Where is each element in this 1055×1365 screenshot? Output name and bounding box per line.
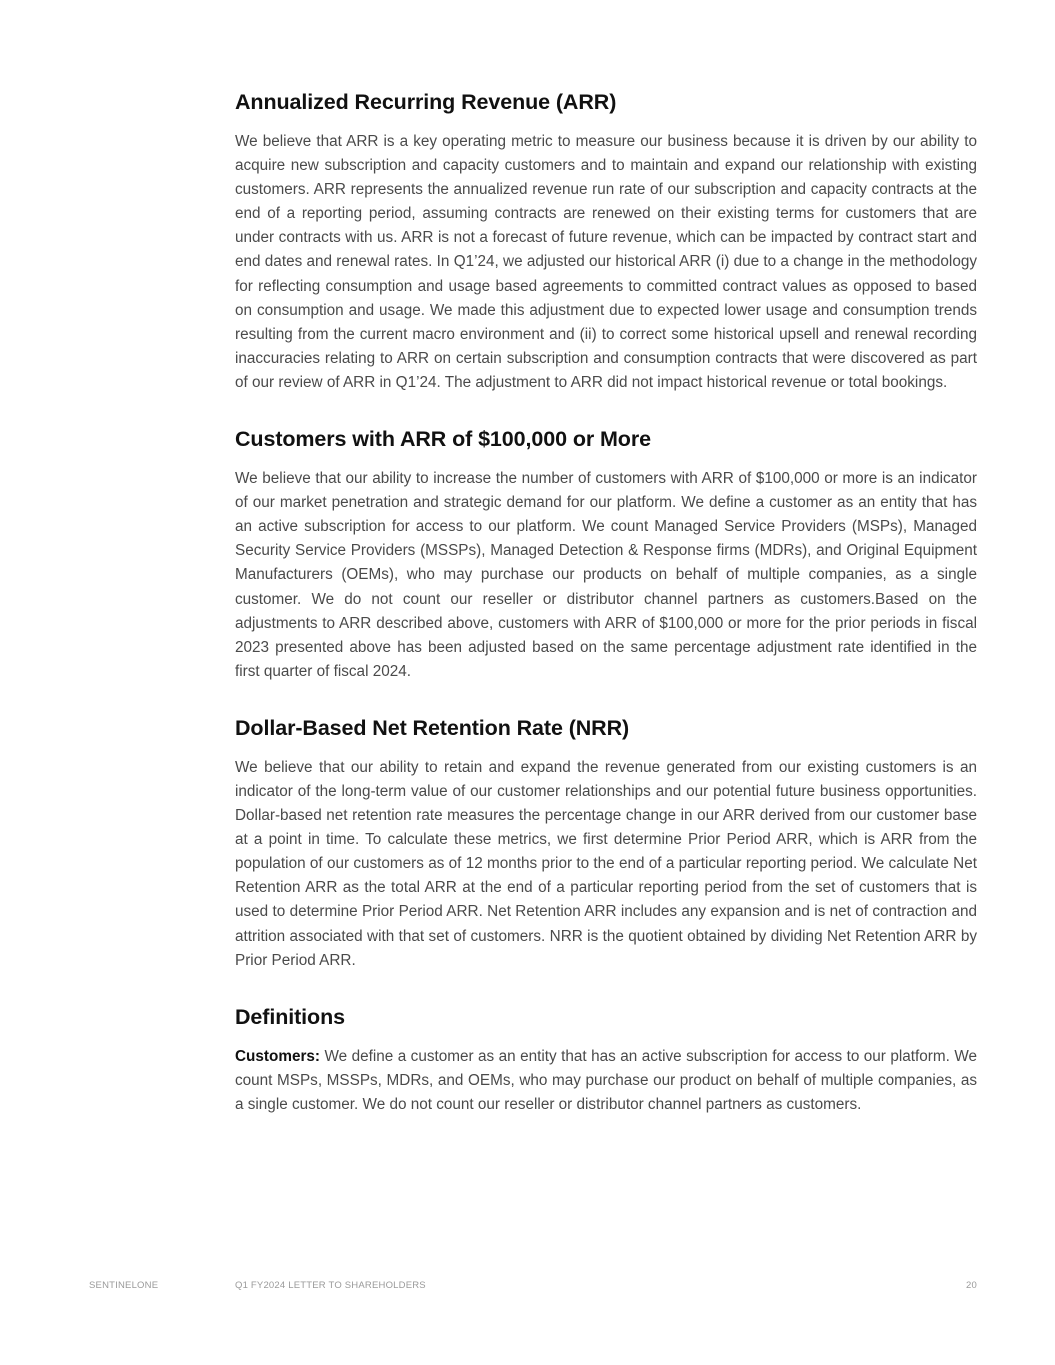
definition-body: We define a customer as an entity that has an active subscription for access to our platform. We count MSPs, MSSPs, MDRs, and OEMs, who may purchase our product on behalf of multiple companies, as a single customer. We do not count our reseller or distributor channel partners as customers. (235, 1047, 977, 1113)
definition-term: Customers: (235, 1047, 320, 1065)
section-body-customers-100k: We believe that our ability to increase the number of customers with ARR of $100,000 or more is an indicator of our market penetration and strategic demand for our platform. We define a customer as an entity that has an active subscription for access to our platform. We count Managed Service Providers (MSPs), Managed Security Service Providers (MSSPs), Managed Detection & Response firms (MDRs), and Original Equipment Manufacturers (OEMs), who may purchase our products on behalf of multiple companies, as a single customer. We do not count our reseller or distributor channel partners as customers.Based on the adjustments to ARR described above, customers with ARR of $100,000 or more for the prior periods in fiscal 2023 presented above has been adjusted based on the same percentage adjustment rate identified in the first quarter of fiscal 2024. (235, 470, 977, 680)
definition-customers (235, 1045, 977, 1117)
section-heading-arr: Annualized Recurring Revenue (ARR) (235, 90, 617, 114)
section-heading-customers-100k: Customers with ARR of $100,000 or More (235, 427, 651, 452)
section-heading-nrr: Dollar-Based Net Retention Rate (NRR) (235, 715, 630, 740)
footer-page-number: 20 (966, 1280, 977, 1291)
section-nrr (235, 712, 977, 973)
page-content (235, 86, 977, 1145)
section-body-nrr: We believe that our ability to retain and expand the revenue generated from our existing customers is an indicator of the long-term value of our customer relationships and our potential future business opportunities. Dollar-based net retention rate measures the percentage change in our ARR derived from our customer base at a point in time. To calculate these metrics, we first determine Prior Period ARR, which is ARR from the population of our customers as of 12 months prior to the end of a particular reporting period. We calculate Net Retention ARR as the total ARR at the end of a particular reporting period from the set of customers that is used to determine Prior Period ARR. Net Retention ARR includes any expansion and is net of contraction and attrition associated with that set of customers. NRR is the quotient obtained by dividing Net Retention ARR by Prior Period ARR. (235, 758, 977, 969)
section-customers-100k (235, 423, 977, 684)
section-body-arr: We believe that ARR is a key operating metric to measure our business because it is driven by our ability to acquire new subscription and capacity customers and to maintain and expand our relationship with existing customers. ARR represents the annualized revenue run rate of our subscription and capacity contracts at the end of a reporting period, assuming contracts are renewed on their existing terms for customers that are under contracts with us. ARR is not a forecast of future revenue, which can be impacted by contract start and end dates and renewal rates. In Q1’24, we adjusted our historical ARR (i) due to a change in the methodology for reflecting consumption and usage based agreements to committed contract values as opposed to based on consumption and usage. We made this adjustment due to expected lower usage and consumption trends resulting from the current macro environment and (ii) to correct some historical upsell and renewal recording inaccuracies relating to ARR on certain subscription and consumption contracts that were discovered as part of our review of ARR in Q1’24. The adjustment to ARR did not impact historical revenue or total bookings. (235, 133, 977, 391)
footer-company-name: SENTINELONE (89, 1280, 159, 1291)
section-arr (235, 86, 977, 395)
section-definitions (235, 1001, 977, 1117)
footer-document-title: Q1 FY2024 LETTER TO SHAREHOLDERS (235, 1280, 426, 1291)
section-heading-definitions: Definitions (235, 1004, 345, 1029)
